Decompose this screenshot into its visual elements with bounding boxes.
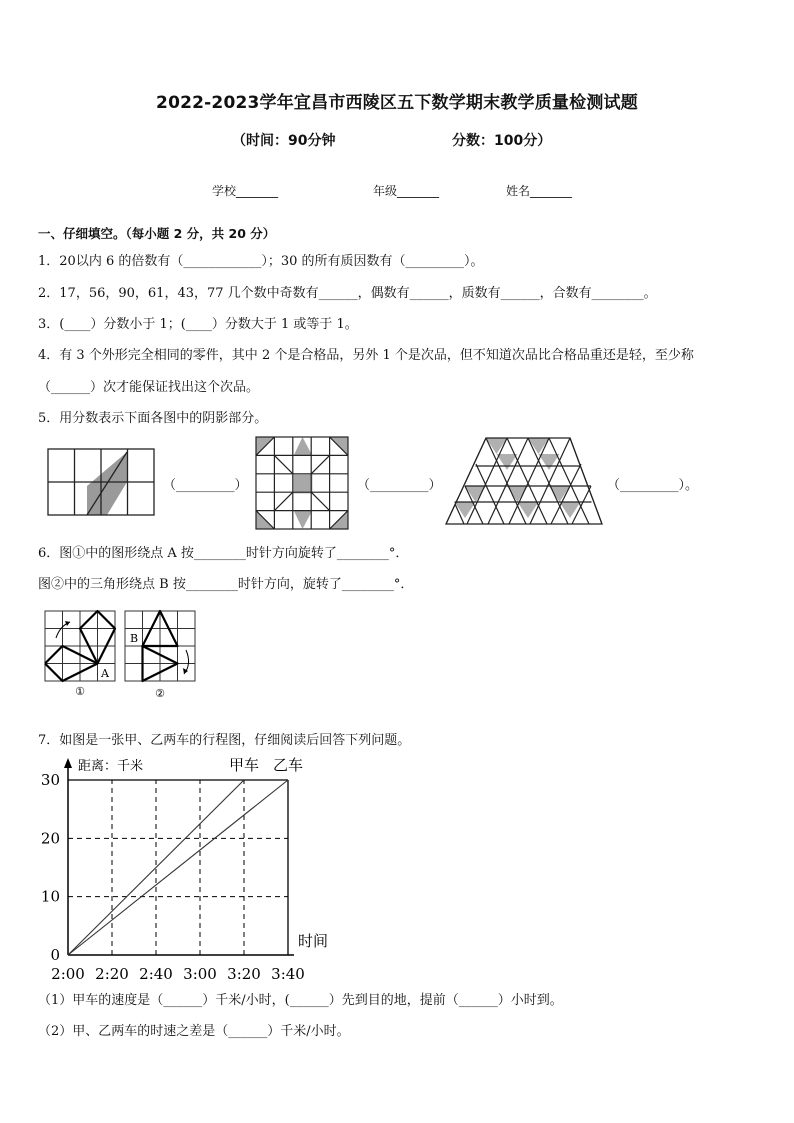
x-tick-label: 2:40 xyxy=(139,965,173,982)
point-b-label: B xyxy=(130,632,139,645)
series-label-2: 乙车 xyxy=(272,756,304,774)
q6-figure-2 xyxy=(122,608,198,700)
q5-figure-rect-grid xyxy=(45,446,157,520)
y-axis-arrow xyxy=(64,758,72,768)
question-7: 7．如图是一张甲、乙两车的行程图，仔细阅读后回答下列问题。 xyxy=(38,733,411,748)
q5-figure-triangle-trapezoid xyxy=(444,434,604,528)
total-score: 分数：100分） xyxy=(452,133,552,149)
point-a-label: A xyxy=(101,667,109,680)
figure-2-label: ② xyxy=(155,687,165,700)
x-tick-label: 2:00 xyxy=(51,965,85,982)
y-axis-label: 距离：千米 xyxy=(78,759,144,774)
question-3: 3．(____）分数小于 1；(____）分数大于 1 或等于 1。 xyxy=(38,317,358,332)
question-4-line2: （______）次才能保证找出这个次品。 xyxy=(38,380,260,395)
y-tick-label: 30 xyxy=(40,771,60,789)
q5-blank-2: （_________） xyxy=(357,478,442,493)
question-4-line1: 4．有 3 个外形完全相同的零件，其中 2 个是合格品，另外 1 个是次品，但不知道次品比合格品重还是轻，至少称 xyxy=(38,348,694,363)
section-heading: 一、仔细填空。（每小题 2 分，共 20 分） xyxy=(38,226,276,241)
y-tick-label: 10 xyxy=(40,887,60,906)
question-5: 5．用分数表示下面各图中的阴影部分。 xyxy=(38,411,268,426)
figure-1-label: ① xyxy=(75,685,85,698)
question-7-1: （1）甲车的速度是（______）千米/小时，(______）先到目的地，提前（______）小时到。 xyxy=(38,993,563,1008)
series-line-2 xyxy=(68,780,288,955)
question-6-line2: 图②中的三角形绕点 B 按________时针方向，旋转了________°． xyxy=(38,577,414,592)
travel-chart xyxy=(30,750,350,982)
name-field: 姓名_______ xyxy=(506,184,573,198)
q5-blank-3: （_________）。 xyxy=(607,478,699,493)
x-tick-label: 3:00 xyxy=(183,965,217,982)
q5-blank-1: （_________） xyxy=(163,478,248,493)
y-tick-label: 0 xyxy=(50,946,60,964)
school-field: 学校_______ xyxy=(212,184,279,198)
question-6-line1: 6．图①中的图形绕点 A 按________时针方向旋转了________°． xyxy=(38,546,409,561)
page-title: 2022-2023学年宜昌市西陵区五下数学期末教学质量检测试题 xyxy=(156,93,638,113)
q5-figure-square-grid xyxy=(253,434,351,532)
x-tick-label: 2:20 xyxy=(95,965,129,982)
grade-field: 年级_______ xyxy=(373,184,440,198)
series-label-1: 甲车 xyxy=(228,756,260,774)
question-7-2: （2）甲、乙两车的时速之差是（______）千米/小时。 xyxy=(38,1024,350,1039)
question-2: 2．17，56，90，61，43，77 几个数中奇数有______，偶数有______，质数有______，合数有________。 xyxy=(38,286,657,301)
question-1: 1．20以内 6 的倍数有（____________）；30 的所有质因数有（_________）。 xyxy=(38,254,484,269)
q6-figure-1 xyxy=(42,608,118,698)
x-tick-label: 3:20 xyxy=(227,965,261,982)
x-tick-label: 3:40 xyxy=(271,965,305,982)
x-axis-label: 时间 xyxy=(298,932,329,950)
time-limit: （时间：90分钟 xyxy=(232,133,336,149)
y-tick-label: 20 xyxy=(40,829,60,848)
